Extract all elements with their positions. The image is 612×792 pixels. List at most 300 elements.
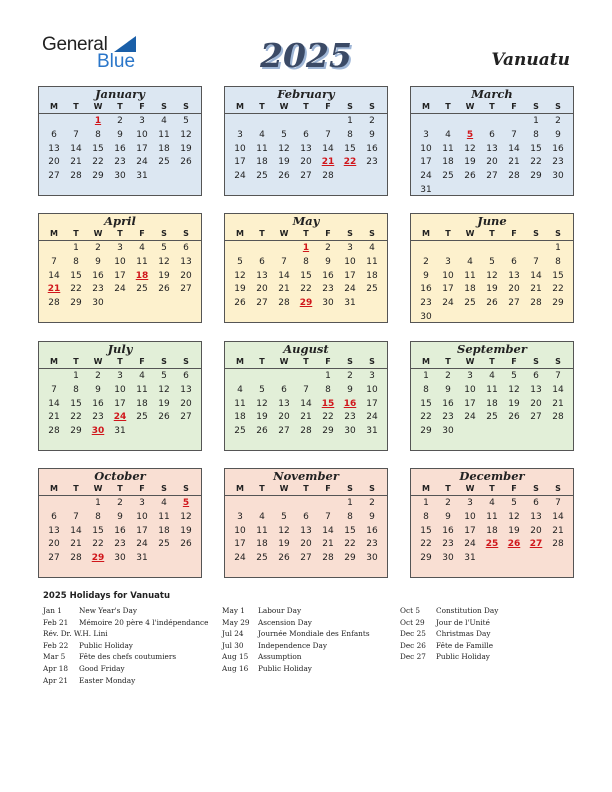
empty-day-cell <box>481 115 503 129</box>
weekday-header-row <box>411 228 573 241</box>
day-cell: 3 <box>423 129 429 140</box>
weekday-label: S <box>183 102 189 111</box>
day-cell: 21 <box>322 539 334 550</box>
weekday-label: T <box>303 484 309 493</box>
day-grid <box>411 496 573 566</box>
holiday-row <box>43 628 208 640</box>
day-cell: 18 <box>158 143 170 154</box>
day-cell: 30 <box>92 298 104 309</box>
day-cell: 17 <box>136 143 148 154</box>
day-cell: 14 <box>70 143 82 154</box>
day-cell: 14 <box>300 398 312 409</box>
day-cell: 24 <box>234 553 246 564</box>
holiday-date: Apr 21 <box>43 675 69 685</box>
weekday-label: S <box>369 357 375 366</box>
day-cell: 6 <box>303 129 309 140</box>
weekday-header-row <box>411 101 573 114</box>
day-cell: 28 <box>530 298 542 309</box>
holiday-name: Assumption <box>258 652 302 662</box>
day-cell: 28 <box>552 539 564 550</box>
day-cell: 25 <box>158 539 170 550</box>
holiday-name: Public Holiday <box>258 663 312 673</box>
day-cell: 22 <box>70 412 82 423</box>
day-cell: 16 <box>442 525 454 536</box>
day-cell: 16 <box>366 143 378 154</box>
day-cell: 16 <box>366 525 378 536</box>
day-cell: 2 <box>555 116 561 126</box>
day-cell: 14 <box>70 525 82 536</box>
holiday-row <box>400 628 498 640</box>
day-cell: 30 <box>442 426 454 437</box>
day-cell: 7 <box>73 511 79 522</box>
weekday-label: T <box>259 357 265 366</box>
day-cell: 28 <box>508 171 520 182</box>
day-cell: 3 <box>117 371 123 381</box>
month-name: October <box>94 469 146 483</box>
weekday-label: W <box>279 102 289 111</box>
day-cell: 17 <box>366 398 378 409</box>
day-cell: 11 <box>442 143 454 154</box>
holiday-day-cell: 5 <box>182 498 190 508</box>
holiday-row <box>43 651 208 663</box>
holiday-row <box>43 663 208 675</box>
weekday-header-row <box>39 483 201 496</box>
day-cell: 22 <box>92 157 104 168</box>
weekday-label: W <box>93 102 103 111</box>
day-cell: 24 <box>136 539 148 550</box>
day-cell: 2 <box>423 256 429 267</box>
day-cell: 15 <box>344 143 356 154</box>
day-cell: 19 <box>464 157 476 168</box>
day-cell: 10 <box>234 143 246 154</box>
day-cell: 15 <box>70 270 82 281</box>
empty-day-cell <box>251 115 273 129</box>
empty-day-cell <box>43 242 65 256</box>
holiday-name: Jour de l'Unité <box>436 617 490 627</box>
day-cell: 27 <box>48 553 60 564</box>
weekday-label: S <box>347 229 353 238</box>
day-cell: 12 <box>508 511 520 522</box>
weekday-label: F <box>139 102 145 111</box>
day-cell: 23 <box>420 298 432 309</box>
day-cell: 2 <box>95 371 101 381</box>
day-cell: 11 <box>256 525 268 536</box>
day-cell: 13 <box>530 384 542 395</box>
day-cell: 17 <box>136 525 148 536</box>
day-cell: 4 <box>467 256 473 267</box>
day-cell: 15 <box>420 525 432 536</box>
holiday-name: Independence Day <box>258 640 327 650</box>
empty-day-cell <box>65 115 87 129</box>
day-cell: 21 <box>70 539 82 550</box>
weekday-label: W <box>279 229 289 238</box>
holiday-date: Oct 5 <box>400 606 420 615</box>
holiday-day-cell: 5 <box>466 129 474 140</box>
day-cell: 1 <box>423 498 429 508</box>
day-grid <box>225 496 387 566</box>
weekday-label: W <box>465 102 475 111</box>
day-cell: 24 <box>464 412 476 423</box>
day-cell: 3 <box>467 371 473 381</box>
day-cell: 4 <box>161 498 167 508</box>
weekday-label: W <box>93 357 103 366</box>
day-cell: 8 <box>95 511 101 522</box>
weekday-header-row <box>225 483 387 496</box>
day-cell: 12 <box>278 143 290 154</box>
holiday-name: Constitution Day <box>436 606 499 615</box>
day-cell: 16 <box>114 143 126 154</box>
weekday-label: F <box>139 484 145 493</box>
empty-day-cell <box>43 497 65 511</box>
day-cell: 19 <box>508 525 520 536</box>
day-cell: 26 <box>486 298 498 309</box>
day-cell: 8 <box>555 256 561 267</box>
day-cell: 14 <box>508 143 520 154</box>
holiday-date: Jan 1 <box>43 606 62 615</box>
weekday-label: S <box>555 484 561 493</box>
day-cell: 26 <box>508 412 520 423</box>
day-cell: 10 <box>420 143 432 154</box>
day-cell: 4 <box>489 498 495 508</box>
holiday-row <box>222 605 370 617</box>
day-cell: 23 <box>442 539 454 550</box>
holiday-row <box>222 651 370 663</box>
day-cell: 27 <box>530 412 542 423</box>
day-cell: 20 <box>180 270 192 281</box>
empty-day-cell <box>317 497 339 511</box>
weekday-label: M <box>50 484 58 493</box>
weekday-header-row <box>39 228 201 241</box>
day-cell: 22 <box>300 284 312 295</box>
month-name: April <box>104 214 136 228</box>
day-grid <box>225 369 387 439</box>
day-cell: 3 <box>445 256 451 267</box>
holiday-name: Christmas Day <box>436 629 491 639</box>
weekday-label: F <box>325 102 331 111</box>
day-cell: 26 <box>234 298 246 309</box>
day-cell: 21 <box>530 284 542 295</box>
day-cell: 14 <box>552 384 564 395</box>
day-cell: 9 <box>325 256 331 267</box>
day-cell: 6 <box>51 129 57 140</box>
day-grid <box>225 114 387 184</box>
weekday-header-row <box>39 101 201 114</box>
day-cell: 21 <box>70 157 82 168</box>
day-cell: 19 <box>278 157 290 168</box>
day-cell: 19 <box>486 284 498 295</box>
day-cell: 30 <box>420 311 432 322</box>
day-cell: 1 <box>95 498 101 508</box>
holiday-day-cell: 16 <box>343 398 357 409</box>
weekday-label: T <box>489 102 495 111</box>
weekday-label: W <box>279 484 289 493</box>
day-cell: 20 <box>530 398 542 409</box>
month-march <box>410 86 574 196</box>
day-cell: 7 <box>51 256 57 267</box>
empty-day-cell <box>251 242 273 256</box>
holiday-day-cell: 27 <box>529 539 543 550</box>
day-cell: 27 <box>508 298 520 309</box>
day-cell: 12 <box>158 384 170 395</box>
holiday-row <box>222 640 370 652</box>
day-grid <box>411 114 573 198</box>
day-cell: 7 <box>325 129 331 140</box>
day-cell: 19 <box>180 143 192 154</box>
day-grid <box>411 241 573 325</box>
day-cell: 7 <box>555 498 561 508</box>
weekday-label: S <box>533 102 539 111</box>
holiday-name: Easter Monday <box>79 675 136 685</box>
day-grid <box>39 496 201 566</box>
holiday-row <box>43 605 208 617</box>
day-cell: 20 <box>48 157 60 168</box>
month-name: January <box>95 87 145 101</box>
day-cell: 7 <box>281 256 287 267</box>
weekday-label: S <box>533 357 539 366</box>
day-cell: 24 <box>114 284 126 295</box>
day-cell: 2 <box>369 116 375 126</box>
weekday-label: T <box>489 484 495 493</box>
weekday-label: S <box>369 229 375 238</box>
empty-day-cell <box>437 242 459 256</box>
day-cell: 28 <box>70 171 82 182</box>
holiday-day-cell: 30 <box>91 426 105 437</box>
day-cell: 10 <box>234 525 246 536</box>
day-cell: 1 <box>73 243 79 253</box>
weekday-label: M <box>236 357 244 366</box>
weekday-label: S <box>161 229 167 238</box>
day-cell: 23 <box>92 284 104 295</box>
day-cell: 8 <box>325 384 331 395</box>
day-cell: 11 <box>136 384 148 395</box>
weekday-label: T <box>117 229 123 238</box>
day-cell: 25 <box>158 157 170 168</box>
day-cell: 10 <box>136 511 148 522</box>
day-cell: 4 <box>237 384 243 395</box>
weekday-label: W <box>279 357 289 366</box>
day-cell: 24 <box>234 171 246 182</box>
holiday-name: Mémoire 20 père 4 l'indépendance <box>79 617 209 627</box>
month-name: August <box>283 342 329 356</box>
day-cell: 13 <box>180 384 192 395</box>
weekday-label: M <box>422 102 430 111</box>
day-cell: 3 <box>467 498 473 508</box>
day-cell: 30 <box>552 171 564 182</box>
holiday-row <box>43 640 208 652</box>
weekday-label: F <box>511 357 517 366</box>
day-cell: 1 <box>347 116 353 126</box>
day-cell: 29 <box>420 426 432 437</box>
day-cell: 4 <box>161 116 167 126</box>
day-cell: 18 <box>486 398 498 409</box>
holiday-day-cell: 24 <box>113 412 127 423</box>
day-cell: 10 <box>136 129 148 140</box>
weekday-label: F <box>511 102 517 111</box>
weekday-label: S <box>161 357 167 366</box>
day-cell: 31 <box>136 171 148 182</box>
weekday-label: T <box>445 484 451 493</box>
weekday-label: M <box>50 102 58 111</box>
day-cell: 28 <box>552 412 564 423</box>
month-january <box>38 86 202 196</box>
weekday-label: T <box>117 357 123 366</box>
day-cell: 1 <box>73 371 79 381</box>
day-cell: 11 <box>136 256 148 267</box>
day-cell: 26 <box>278 553 290 564</box>
day-cell: 24 <box>442 298 454 309</box>
day-grid <box>225 241 387 311</box>
holiday-row <box>400 605 498 617</box>
holiday-name: Good Friday <box>79 663 125 673</box>
day-cell: 16 <box>552 143 564 154</box>
day-grid <box>411 369 573 439</box>
day-grid <box>39 369 201 439</box>
empty-day-cell <box>415 115 437 129</box>
day-cell: 29 <box>322 426 334 437</box>
weekday-header-row <box>225 356 387 369</box>
day-cell: 7 <box>511 129 517 140</box>
weekday-label: T <box>259 484 265 493</box>
day-cell: 5 <box>161 371 167 381</box>
holiday-date: Mar 5 <box>43 652 66 662</box>
weekday-label: M <box>50 357 58 366</box>
day-cell: 18 <box>486 525 498 536</box>
day-cell: 31 <box>366 426 378 437</box>
day-cell: 19 <box>158 398 170 409</box>
day-grid <box>39 114 201 184</box>
holiday-name: Fête de Famille <box>436 640 494 650</box>
month-name: June <box>477 214 507 228</box>
month-february <box>224 86 388 196</box>
holiday-date: Aug 15 <box>222 652 249 662</box>
weekday-label: S <box>161 102 167 111</box>
logo-general-text: General <box>42 34 108 55</box>
holiday-column <box>43 605 208 686</box>
holiday-name: Journée Mondiale des Enfants <box>258 629 370 639</box>
day-cell: 20 <box>508 284 520 295</box>
day-cell: 14 <box>322 525 334 536</box>
holiday-row <box>400 651 498 663</box>
day-cell: 3 <box>237 511 243 522</box>
day-cell: 8 <box>95 129 101 140</box>
empty-day-cell <box>295 497 317 511</box>
day-cell: 24 <box>344 284 356 295</box>
weekday-label: F <box>325 484 331 493</box>
weekday-label: M <box>236 484 244 493</box>
day-cell: 18 <box>442 157 454 168</box>
day-cell: 18 <box>256 539 268 550</box>
month-name: March <box>471 87 513 101</box>
day-cell: 30 <box>344 426 356 437</box>
day-cell: 17 <box>114 398 126 409</box>
empty-day-cell <box>481 242 503 256</box>
day-cell: 11 <box>464 270 476 281</box>
day-cell: 19 <box>158 270 170 281</box>
day-cell: 25 <box>136 284 148 295</box>
day-cell: 12 <box>256 398 268 409</box>
weekday-label: W <box>465 484 475 493</box>
holiday-name: Public Holiday <box>436 652 490 662</box>
day-cell: 25 <box>256 553 268 564</box>
holiday-date: Dec 26 <box>400 640 426 650</box>
day-cell: 25 <box>464 298 476 309</box>
day-cell: 14 <box>322 143 334 154</box>
day-cell: 13 <box>48 143 60 154</box>
empty-day-cell <box>525 242 547 256</box>
weekday-label: F <box>325 357 331 366</box>
holiday-row <box>43 675 208 687</box>
weekday-label: T <box>303 102 309 111</box>
day-cell: 5 <box>183 116 189 126</box>
weekday-header-row <box>225 101 387 114</box>
weekday-label: M <box>422 229 430 238</box>
day-cell: 20 <box>48 539 60 550</box>
day-cell: 27 <box>300 171 312 182</box>
day-cell: 16 <box>322 270 334 281</box>
day-cell: 22 <box>420 412 432 423</box>
day-cell: 26 <box>158 284 170 295</box>
day-cell: 5 <box>237 256 243 267</box>
weekday-label: W <box>465 229 475 238</box>
day-cell: 14 <box>530 270 542 281</box>
day-cell: 27 <box>48 171 60 182</box>
weekday-header-row <box>411 356 573 369</box>
month-name: December <box>459 469 525 483</box>
day-cell: 19 <box>278 539 290 550</box>
day-cell: 8 <box>533 129 539 140</box>
day-cell: 11 <box>486 384 498 395</box>
day-cell: 20 <box>278 412 290 423</box>
day-cell: 14 <box>48 398 60 409</box>
weekday-label: T <box>303 229 309 238</box>
weekday-header-row <box>411 483 573 496</box>
day-cell: 17 <box>344 270 356 281</box>
day-cell: 10 <box>366 384 378 395</box>
day-cell: 3 <box>117 243 123 253</box>
holiday-date: May 29 <box>222 617 250 627</box>
day-cell: 31 <box>464 553 476 564</box>
empty-day-cell <box>229 115 251 129</box>
day-cell: 5 <box>281 511 287 522</box>
holiday-day-cell: 26 <box>507 539 521 550</box>
weekday-label: T <box>73 229 79 238</box>
day-cell: 17 <box>464 525 476 536</box>
day-cell: 19 <box>508 398 520 409</box>
weekday-label: F <box>325 229 331 238</box>
day-cell: 2 <box>95 243 101 253</box>
day-cell: 30 <box>114 553 126 564</box>
day-cell: 5 <box>511 498 517 508</box>
day-cell: 5 <box>281 129 287 140</box>
day-cell: 23 <box>344 412 356 423</box>
month-july <box>38 341 202 451</box>
day-cell: 6 <box>533 498 539 508</box>
weekday-label: T <box>73 357 79 366</box>
day-cell: 15 <box>552 270 564 281</box>
day-cell: 3 <box>139 116 145 126</box>
day-cell: 27 <box>180 412 192 423</box>
day-cell: 21 <box>508 157 520 168</box>
day-cell: 24 <box>464 539 476 550</box>
day-cell: 10 <box>114 384 126 395</box>
weekday-label: S <box>347 357 353 366</box>
weekday-label: S <box>183 484 189 493</box>
day-cell: 9 <box>369 129 375 140</box>
empty-day-cell <box>503 115 525 129</box>
empty-day-cell <box>437 115 459 129</box>
day-cell: 12 <box>180 511 192 522</box>
day-cell: 16 <box>114 525 126 536</box>
